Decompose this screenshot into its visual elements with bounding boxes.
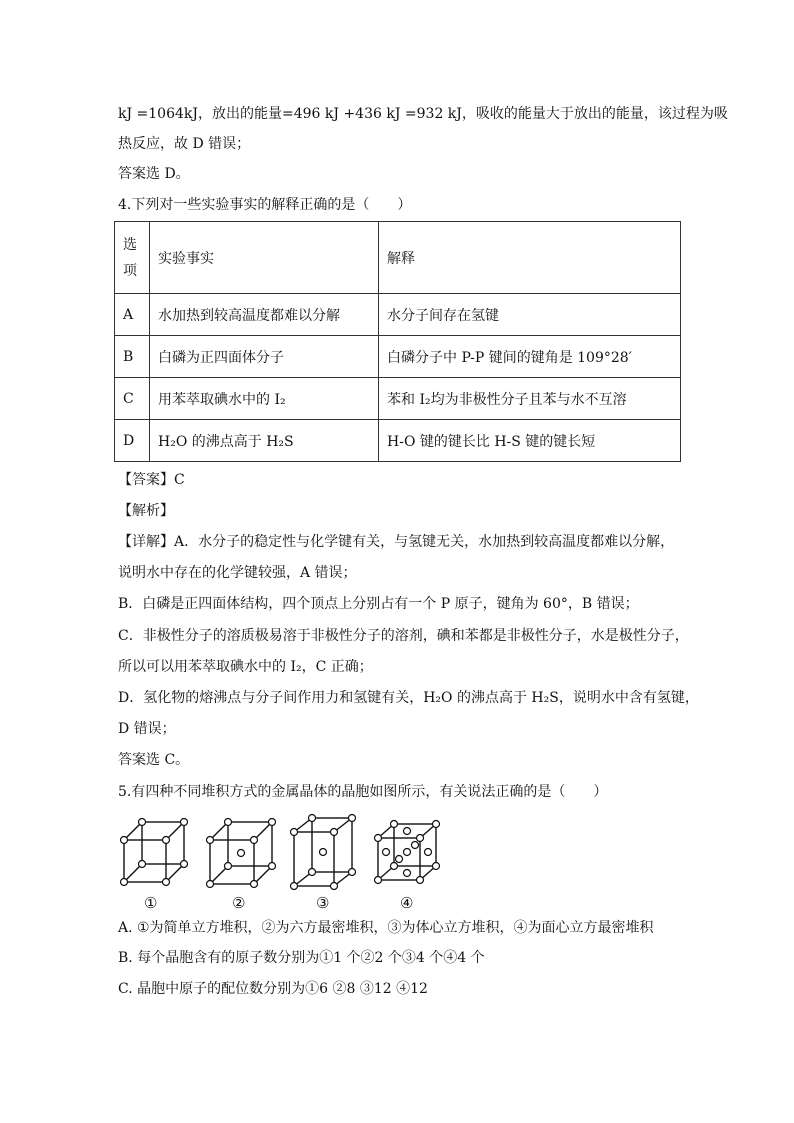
detail-line: 说明水中存在的化学键较强，A 错误； [118, 565, 357, 581]
figure-label-1: ① [144, 894, 158, 912]
answer-label: 【答案】C [118, 472, 185, 488]
question-4: 4.下列对一些实验事实的解释正确的是（ ） [118, 197, 412, 213]
option-a: A. ①为简单立方堆积，②为六方最密堆积，③为体心立方堆积，④为面心立方最密堆积 [118, 920, 654, 936]
table-header-row [115, 222, 681, 294]
table-row [115, 336, 681, 378]
row-fact: 用苯萃取碘水中的 I₂ [150, 378, 379, 420]
detail-line: C．非极性分子的溶质极易溶于非极性分子的溶剂，碘和苯都是非极性分子，水是极性分子， [118, 628, 689, 644]
option-b: B. 每个晶胞含有的原子数分别为①1 个②2 个③4 个④4 个 [118, 950, 485, 966]
row-option: A [115, 294, 150, 336]
final-answer: 答案选 C。 [118, 752, 190, 768]
row-explanation: 苯和 I₂均为非极性分子且苯与水不互溶 [379, 378, 681, 420]
experiment-table [114, 221, 681, 462]
header-option [115, 222, 150, 294]
row-explanation: 水分子间存在氢键 [379, 294, 681, 336]
row-fact: 白磷为正四面体分子 [150, 336, 379, 378]
intro-line-1: kJ =1064kJ，放出的能量=496 kJ +436 kJ =932 kJ，吸收的能量大于放出的能量，该过程为吸 [118, 106, 728, 122]
row-explanation: 白磷分子中 P-P 键间的键角是 109°28′ [379, 336, 681, 378]
row-option: B [115, 336, 150, 378]
row-explanation: H-O 键的键长比 H-S 键的键长短 [379, 420, 681, 462]
table-row [115, 420, 681, 462]
row-option: C [115, 378, 150, 420]
analysis-label: 【解析】 [118, 503, 174, 519]
figure-label-2: ② [232, 894, 246, 912]
figure-label-3: ③ [316, 894, 330, 912]
detail-line: D．氢化物的熔沸点与分子间作用力和氢键有关，H₂O 的沸点高于 H₂S，说明水中含有氢键， [118, 690, 699, 706]
intro-line-2: 热反应，故 D 错误； [118, 136, 251, 152]
row-fact: 水加热到较高温度都难以分解 [150, 294, 379, 336]
question-5: 5.有四种不同堆积方式的金属晶体的晶胞如图所示，有关说法正确的是（ ） [118, 784, 608, 800]
header-option-text: 选项 [123, 236, 137, 279]
table-row [115, 294, 681, 336]
intro-answer: 答案选 D。 [118, 166, 190, 182]
detail-line: B．白磷是正四面体结构，四个顶点上分别占有一个 P 原子，键角为 60°，B 错误； [118, 596, 639, 612]
detail-line: D 错误； [118, 721, 176, 737]
row-fact: H₂O 的沸点高于 H₂S [150, 420, 379, 462]
header-fact: 实验事实 [150, 222, 379, 294]
figure-label-4: ④ [400, 894, 414, 912]
table-row [115, 378, 681, 420]
option-c: C. 晶胞中原子的配位数分别为①6 ②8 ③12 ④12 [118, 981, 428, 997]
header-explanation: 解释 [379, 222, 681, 294]
cube-simple [124, 822, 184, 882]
crystal-cells-figure [118, 812, 448, 912]
detail-line: 【详解】A．水分子的稳定性与化学键有关，与氢键无关，水加热到较高温度都难以分解， [118, 534, 675, 550]
detail-line: 所以可以用苯萃取碘水中的 I₂，C 正确； [118, 659, 373, 675]
row-option: D [115, 420, 150, 462]
